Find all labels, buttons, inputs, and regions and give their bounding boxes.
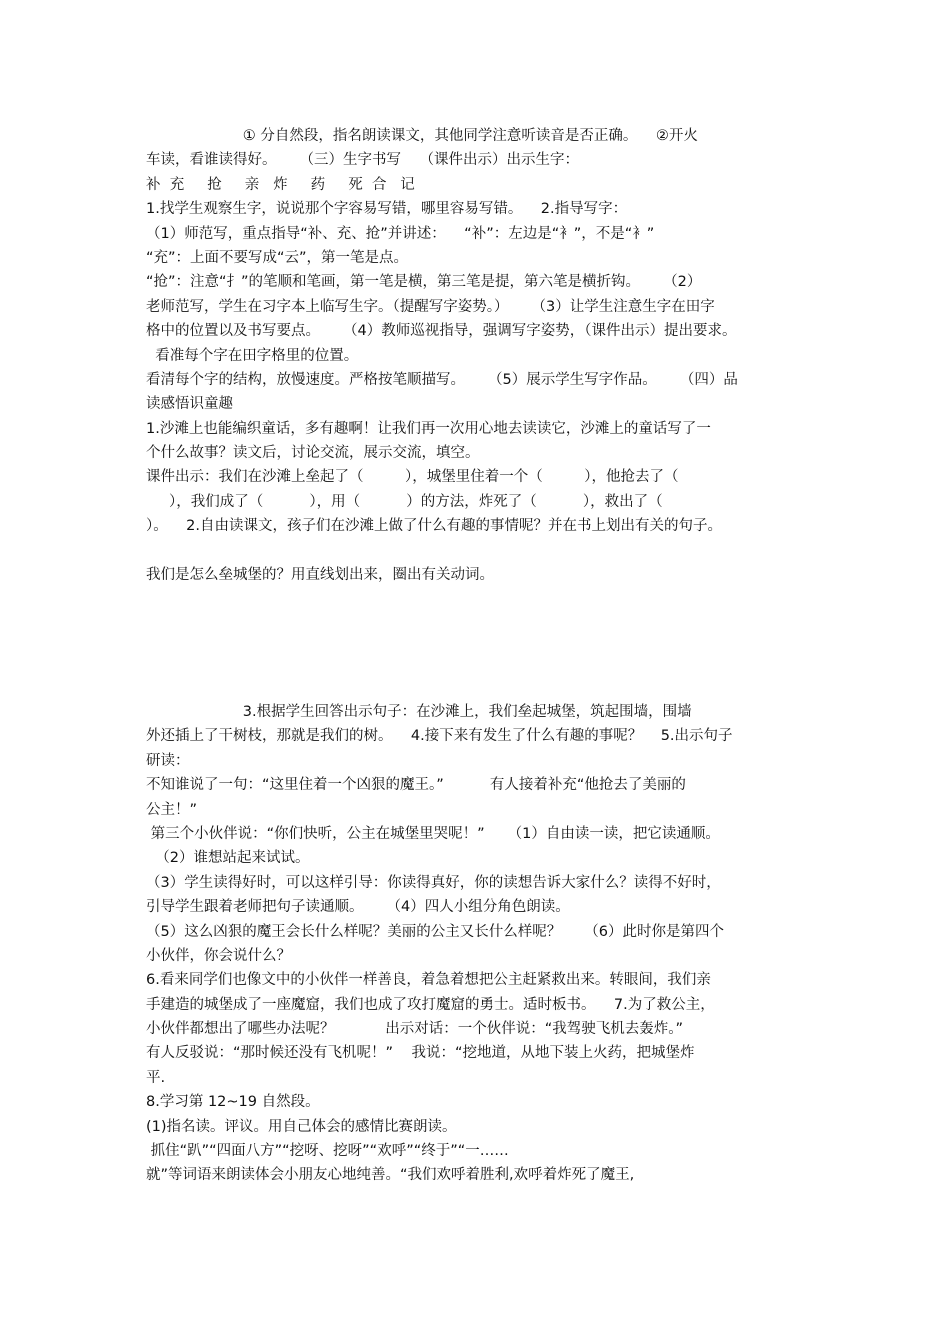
text-line: 就”等词语来朗读体会小朋友心地纯善。“我们欢呼着胜利,欢呼着炸死了魔王, (146, 1167, 635, 1184)
text-line: 补 充 抢 亲 炸 药 死 合 记 (146, 176, 415, 193)
section-2-text (146, 700, 812, 1188)
text-line: 1.找学生观察生字，说说那个字容易写错，哪里容易写错。 2.指导写字： (146, 201, 628, 218)
text-line: 小伙伴，你会说什么？ (146, 947, 291, 964)
text-line: 公主！” (146, 801, 198, 818)
text-line: 平. (146, 1069, 166, 1086)
text-line: （3）学生读得好时，可以这样引导：你读得真好，你的读想告诉大家什么？读得不好时， (146, 874, 721, 891)
text-line: 车读，看谁读得好。 （三）生字书写 （课件出示）出示生字： (146, 152, 579, 169)
text-line: 8.学习第 12~19 自然段。 (146, 1094, 320, 1111)
text-line: (1)指名读。评议。用自己体会的感情比赛朗读。 (146, 1118, 457, 1135)
text-line: 不知谁说了一句：“这里住着一个凶狠的魔王。” 有人接着补充“他抢去了美丽的 (146, 777, 686, 794)
section-1-text (146, 124, 812, 587)
text-line: 研读： (146, 752, 190, 769)
text-line: 1.沙滩上也能编织童话，多有趣啊！让我们再一次用心地去读读它，沙滩上的童话写了一 (146, 420, 711, 437)
text-line: 我们是怎么垒城堡的？用直线划出来，圈出有关动词。 (146, 567, 494, 584)
text-line: 看清每个字的结构，放慢速度。严格按笔顺描写。 （5）展示学生写字作品。 （四）品 (146, 371, 738, 388)
text-line: ）。 2.自由读课文，孩子们在沙滩上做了什么有趣的事情呢？并在书上划出有关的句子。 (146, 518, 723, 535)
text-line: 小伙伴都想出了哪些办法呢？ 出示对话：一个伙伴说：“我驾驶飞机去轰炸。” (146, 1021, 683, 1038)
text-line: 个什么故事？读文后，讨论交流，展示交流，填空。 (146, 445, 480, 462)
text-line: 读感悟识童趣 (146, 396, 233, 413)
text-line (146, 539, 812, 563)
text-line: 抓住“趴”“四面八方”“挖呀、挖呀”“欢呼”“终于”“一…… (146, 1143, 509, 1160)
text-line: 引导学生跟着老师把句子读通顺。 （4）四人小组分角色朗读。 (146, 899, 570, 916)
text-line: 第三个小伙伴说：“你们快听，公主在城堡里哭呢！” （1）自由读一读，把它读通顺。 (146, 825, 720, 842)
text-line: 课件出示：我们在沙滩上垒起了（ ），城堡里住着一个（ ），他抢去了（ (146, 469, 679, 486)
text-line: （5）这么凶狠的魔王会长什么样呢？美丽的公主又长什么样呢？ （6）此时你是第四个 (146, 923, 724, 940)
text-line: “充”：上面不要写成“云”，第一笔是点。 (146, 249, 409, 266)
text-line: （2）谁想站起来试试。 (146, 850, 310, 867)
text-line: “抢”：注意“扌”的笔顺和笔画，第一笔是横，第三笔是提，第六笔是横折钩。 （2） (146, 274, 702, 291)
text-line: （1）师范写，重点指导“补、充、抢”并讲述： “补”：左边是“衤”，不是“衤” (146, 225, 655, 242)
text-line: 老师范写，学生在习字本上临写生字。（提醒写字姿势。） （3）让学生注意生字在田字 (146, 298, 715, 315)
text-line: 看准每个字在田字格里的位置。 (146, 347, 359, 364)
text-line: 外还插上了干树枝，那就是我们的树。 4.接下来有发生了什么有趣的事呢？ 5.出示句子 (146, 728, 733, 745)
text-line: 有人反驳说：“那时候还没有飞机呢！” 我说：“挖地道，从地下装上火药，把城堡炸 (146, 1045, 695, 1062)
text-line: 手建造的城堡成了一座魔窟，我们也成了攻打魔窟的勇士。适时板书。 7.为了救公主， (146, 996, 715, 1013)
text-line: 格中的位置以及书写要点。 （4）教师巡视指导，强调写字姿势，（课件出示）提出要求。 (146, 323, 737, 340)
text-line: 3.根据学生回答出示句子：在沙滩上，我们垒起城堡，筑起围墙，围墙 (146, 704, 692, 720)
text-line: 6.看来同学们也像文中的小伙伴一样善良，着急着想把公主赶紧救出来。转眼间，我们亲 (146, 972, 711, 989)
text-line: ① 分自然段，指名朗读课文，其他同学注意听读音是否正确。 ②开火 (146, 128, 698, 144)
text-line: ），我们成了（ ），用（ ）的方法，炸死了（ ），救出了（ (146, 493, 663, 510)
